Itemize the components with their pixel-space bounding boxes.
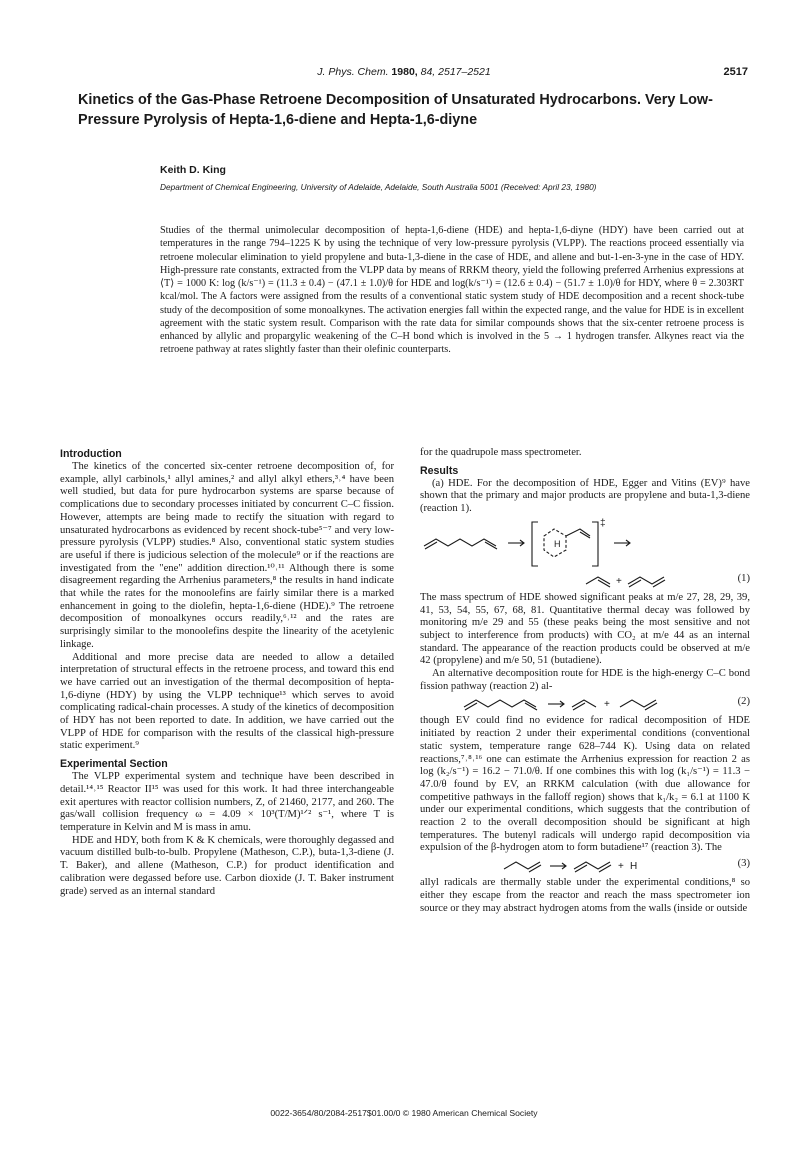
journal-volume-pages: 84, 2517–2521 <box>420 66 491 78</box>
butenyl-radical-structure-2 <box>504 862 540 869</box>
butadiene-structure <box>628 577 664 584</box>
results-paragraph-3: An alternative decomposition route for HDE is the high-energy C–C bond fission pathway (reaction 2) al- <box>420 668 750 692</box>
reaction-2-structures <box>420 693 750 715</box>
equation-3-label: (3) <box>737 858 750 870</box>
introduction-heading: Introduction <box>60 448 122 460</box>
page-number: 2517 <box>723 66 748 78</box>
reaction-2-scheme <box>420 693 750 715</box>
reaction-1-structures <box>420 516 750 592</box>
plus-sign-3: + <box>618 861 624 873</box>
results-paragraph-5: allyl radicals are thermally stable under the experimental conditions,⁸ so either they escape from the reactor and reach the mass spectrometer ion source or they may abstract hydrogen atoms from the walls (inside or outside <box>420 877 750 914</box>
transition-state-bracket <box>532 522 538 566</box>
copyright-footer: 0022-3654/80/2084-2517$01.00/0 © 1980 American Chemical Society <box>270 1108 538 1118</box>
paper-title: Kinetics of the Gas-Phase Retroene Decomposition of Unsaturated Hydrocarbons. Very Low-Pressure Pyrolysis of Hepta-1,6-diene and Hepta-1,6-diyne <box>78 92 713 128</box>
abstract: Studies of the thermal unimolecular decomposition of hepta-1,6-diene (HDE) and hepta-1,6-diyne (HDY) have been carried out at temperatures in the range 794–1225 K by using the technique of very low-pressure pyrolysis (VLPP). The reactions proceed essentially via retroene molecular elimination to yield propylene and buta-1,3-diene in the case of HDE, and allene and but-1-en-3-yne in the case of HDY. High-pressure rate constants, extracted from the VLPP data by means of RRKM theory, yield the following preferred Arrhenius expressions at ⟨T⟩ = 1000 K: log (k/s⁻¹) = (11.3 ± 0.4) − (47.1 ± 1.0)/θ for HDE and log(k/s⁻¹) = (12.6 ± 0.4) − (51.7 ± 1.0)/θ for HDY, where θ = 2.303RT kcal/mol. The A factors were assigned from the results of a conventional static system study of HDE decomposition and a recent shock-tube study of the decomposition of some monoalkynes. The activation energies fall within the expected range, and the value for HDE is in excellent agreement with the static system result. Comparison with the rate data for similar compounds shows that the six-center retroene process is enhanced by allylic and propargylic weakening of the C–H bond which is involved in the 5 → 1 hydrogen transfer. Alkynes react via the retroene pathway at rates slightly faster than their olefinic counterparts. <box>160 225 744 356</box>
experimental-paragraph-1: The VLPP experimental system and technique have been described in detail.¹⁴˒¹⁵ Reactor II¹⁵ was used for this work. It had three interchangeable exit apertures with reactor collision numbers, Z, of 21460, 2177, and 260. The gas/wall collision frequency ω = 4.09 × 10³(T/M)¹ᐟ² s⁻¹, where T is temperature in Kelvin and M is mass in amu. <box>60 771 394 833</box>
left-column <box>60 447 394 898</box>
equation-2-label: (2) <box>737 696 750 708</box>
reaction-1-scheme <box>420 516 750 592</box>
plus-sign: + <box>616 575 622 587</box>
transition-state-hydrogen: H <box>554 538 561 549</box>
right-column <box>420 447 750 915</box>
results-paragraph-1: (a) HDE. For the decomposition of HDE, Egger and Vitins (EV)⁹ have shown that the primary and major products are propylene and buta-1,3-diene (reaction 1). <box>420 477 750 515</box>
butenyl-radical-structure <box>620 700 656 707</box>
transition-state-dagger: ‡ <box>600 517 606 529</box>
journal-name: J. Phys. Chem. <box>317 66 389 78</box>
butadiene-structure-2 <box>574 862 610 869</box>
reaction-3-structures <box>420 855 750 877</box>
continued-text: for the quadrupole mass spectrometer. <box>420 447 582 458</box>
results-paragraph-2: The mass spectrum of HDE showed significant peaks at m/e 27, 28, 29, 39, 41, 53, 54, 55, 67, 68, 81. Quantitative thermal decay was followed by monitoring m/e 29 and 55 (these peaks being the most sensitive and not subject to interference from products) with CO₂ at m/e 44 as an internal standard. The appearance of the reaction products could be observed at m/e 42 (propylene) and m/e 50, 51 (butadiene). <box>420 591 750 667</box>
author-affiliation: Department of Chemical Engineering, University of Adelaide, Adelaide, South Australia 5001 (Received: April 23, 1980) <box>160 182 597 192</box>
plus-sign-2: + <box>604 699 610 711</box>
journal-year: 1980, <box>391 66 418 78</box>
results-paragraph-4: though EV could find no evidence for radical decomposition of HDE initiated by reaction 2 under their experimental conditions (conventional static system, temperature range 628–744 K). Using data on related reactions,⁷˒⁸˒¹⁶ one can estimate the Arrhenius expression for reaction 2 as log (k₂/s⁻¹) = 16.2 − 71.0/θ. If one combines this with log (k₁/s⁻¹) = 11.3 − 47.0/θ found by EV, an RRKM calculation (with due allowance for competitive pathways in the falloff region) shows that k₁/k₂ = 6.1 at 1100 K under our experimental conditions, which suggests that the contribution of reaction 2 to the overall decomposition should be significant at high temperatures. The butenyl radicals will undergo rapid decomposition via expulsion of the β-hydrogen atom to form butadiene¹⁷ (reaction 3). The <box>420 715 750 854</box>
introduction-paragraph-1: The kinetics of the concerted six-center retroene decomposition of, for example, allyl carbinols,¹ allyl amines,² and allyl alkyl ethers,³˒⁴ have been well studied, but data for pure hydrocarbon systems are sparse because of complications due to secondary processes initiated by concurrent C–C fission. However, attempts are being made to rectify the situation with regard to unsaturated hydrocarbons as evidenced by recent shock-tube⁵⁻⁷ and very low-pressure pyrolysis (VLPP) studies.⁸ Also, conventional static system studies are useful if there is judicious selection of the molecule⁹ or if the reactions are investigated from the "ene" addition direction.¹⁰˒¹¹ Although there is some disagreement regarding the Arrhenius parameters,⁸ the results in hand indicate that while the rates for the monoolefins are fairly similar there is a marked enhancement in going to the diolefin, hepta-1,6-diene (HDE).⁹ The retroene decomposition of monoalkynes occurs readily,⁶˒¹² and the rates are surprisingly similar to the monoolefins despite the linearity of the acetylenic linkage. <box>60 461 394 650</box>
reaction-3-scheme <box>420 855 750 877</box>
author-name: Keith D. King <box>160 164 226 176</box>
experimental-paragraph-2: HDE and HDY, both from K & K chemicals, were thoroughly degassed and vacuum distilled bulb-to-bulb. Propylene (Matheson, C.P.), buta-1,3-diene (J. T. Baker), and allene (Matheson, C.P.) for product identification and calibration were degassed before use. Carbon dioxide (J. T. Baker instrument grade) served as an internal standard <box>60 834 394 897</box>
equation-1-label: (1) <box>737 572 750 584</box>
running-head <box>60 66 748 82</box>
introduction-paragraph-2: Additional and more precise data are needed to allow a detailed interpretation of structural effects in the retroene process, and toward this end we have carried out an investigation of the thermal decomposition of hepta-1,6-diyne (HDY) by using the VLPP technique¹³ which serves to avoid complicating radical-chain processes. A study of the kinetics of decomposition of HDY has not been reported to date. In addition, we have carried out the VLPP of HDE for comparison with the results of the classical high-pressure static experiment.⁹ <box>60 651 394 752</box>
journal-reference <box>60 66 748 78</box>
results-heading: Results <box>420 464 459 477</box>
hydrogen-atom: H <box>630 861 638 873</box>
experimental-heading: Experimental Section <box>60 758 168 771</box>
